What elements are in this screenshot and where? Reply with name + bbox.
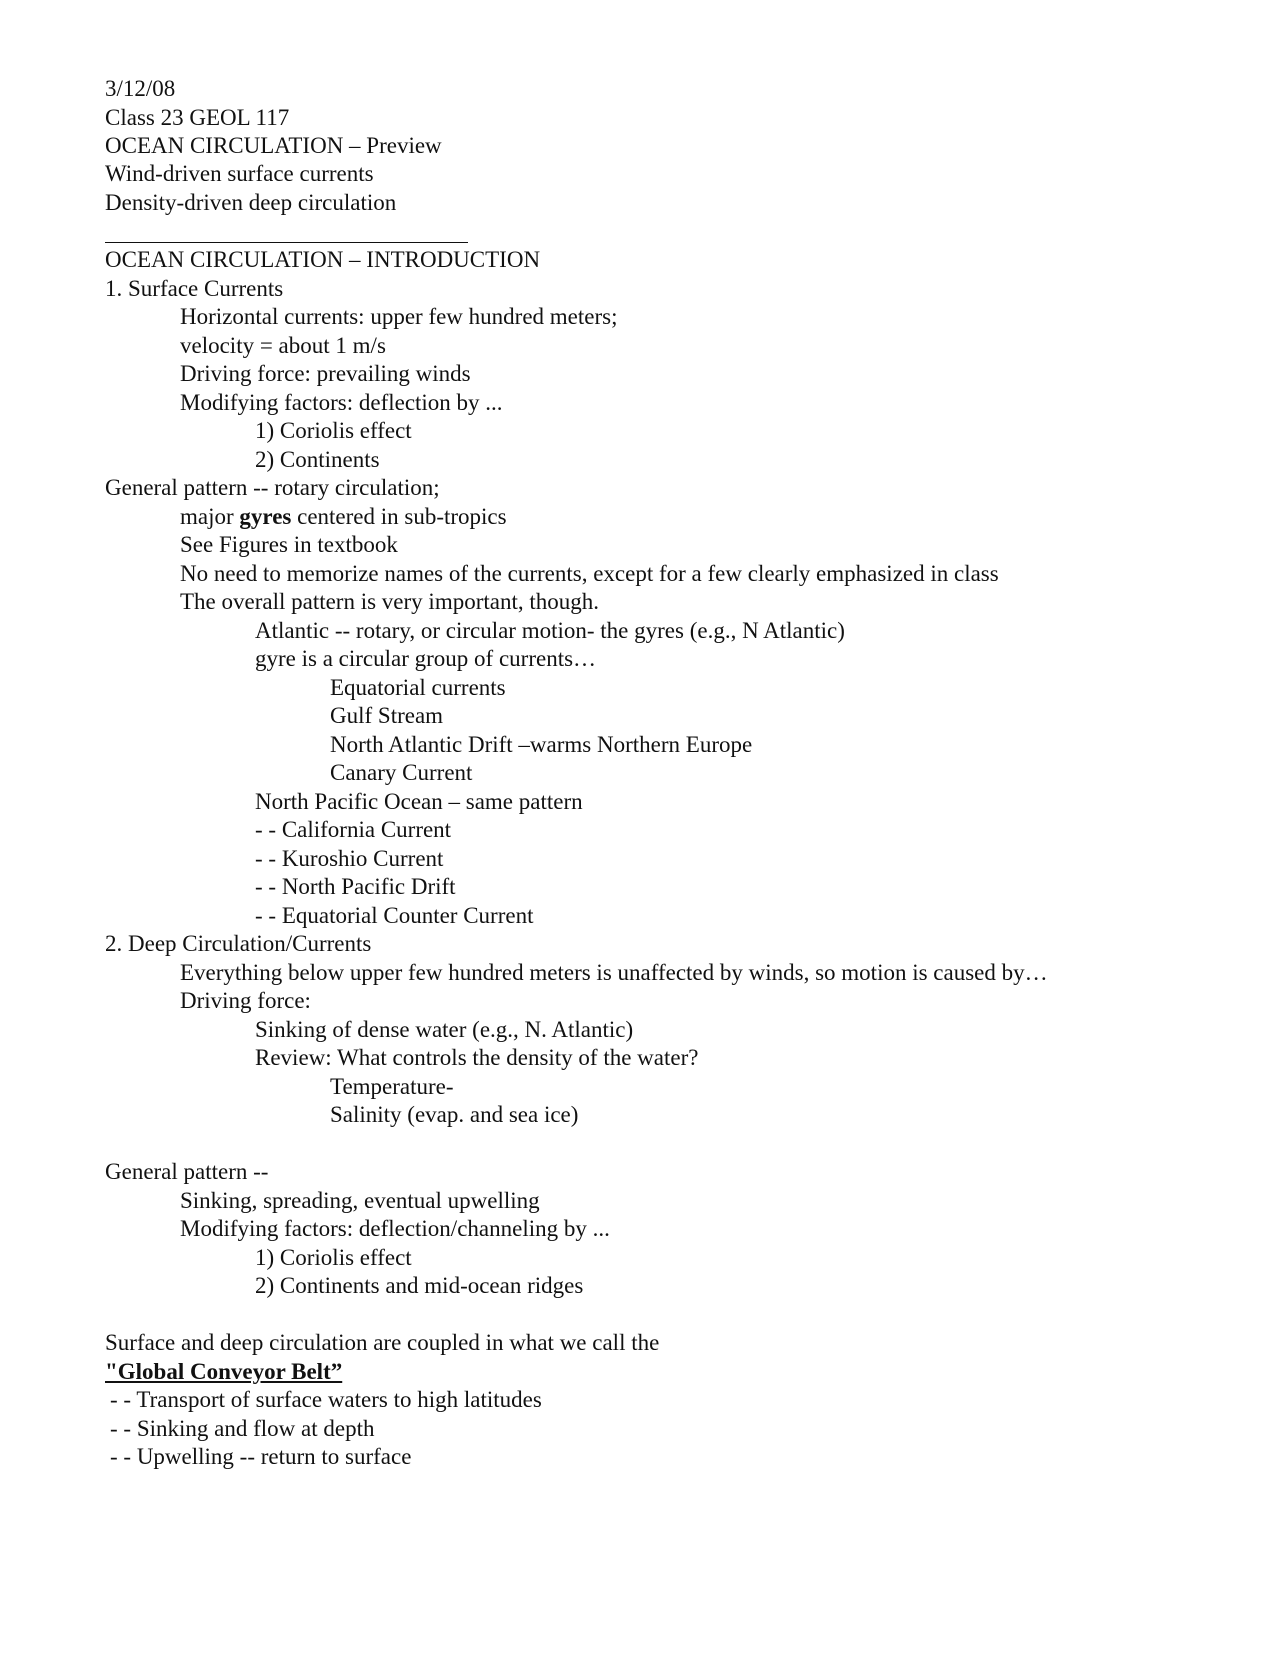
gyres-post: centered in sub-tropics bbox=[291, 504, 507, 529]
conveyor-item: - - Upwelling -- return to surface bbox=[110, 1444, 412, 1469]
conveyor-item: - - Transport of surface waters to high latitudes bbox=[110, 1387, 542, 1412]
surface-factor: 1) Coriolis effect bbox=[255, 418, 412, 443]
atlantic-line: Atlantic -- rotary, or circular motion- the gyres (e.g., N Atlantic) bbox=[255, 618, 845, 643]
surface-factor: 2) Continents bbox=[255, 447, 380, 472]
deep-force: Sinking of dense water (e.g., N. Atlantic) bbox=[255, 1017, 634, 1042]
conveyor-item: - - Sinking and flow at depth bbox=[110, 1416, 375, 1441]
deep-force: Review: What controls the density of the water? bbox=[255, 1045, 699, 1070]
deep-factor: 1) Coriolis effect bbox=[255, 1245, 412, 1270]
surface-item: Modifying factors: deflection by ... bbox=[180, 390, 503, 415]
atlantic-line: gyre is a circular group of currents… bbox=[255, 646, 597, 671]
conveyor-title bbox=[105, 1357, 342, 1386]
pacific-current: - - Kuroshio Current bbox=[255, 846, 444, 871]
gyres-line bbox=[180, 502, 507, 531]
deep-item: Driving force: bbox=[180, 988, 311, 1013]
atlantic-current: Equatorial currents bbox=[330, 675, 506, 700]
gyres-pre: major bbox=[180, 504, 240, 529]
intro-title: OCEAN CIRCULATION – INTRODUCTION bbox=[105, 247, 541, 272]
density-factor: Salinity (evap. and sea ice) bbox=[330, 1102, 579, 1127]
atlantic-current: Canary Current bbox=[330, 760, 473, 785]
course-title: Class 23 GEOL 117 bbox=[105, 105, 290, 130]
deep-factor: 2) Continents and mid-ocean ridges bbox=[255, 1273, 584, 1298]
deep-pattern-item: Sinking, spreading, eventual upwelling bbox=[180, 1188, 540, 1213]
surface-note: No need to memorize names of the currents, except for a few clearly emphasized in class bbox=[180, 561, 999, 586]
preview-item: Wind-driven surface currents bbox=[105, 161, 374, 186]
date: 3/12/08 bbox=[105, 76, 176, 101]
preview-item: Density-driven deep circulation bbox=[105, 190, 397, 215]
atlantic-current: Gulf Stream bbox=[330, 703, 444, 728]
pacific-current: - - California Current bbox=[255, 817, 452, 842]
deep-heading: 2. Deep Circulation/Currents bbox=[105, 931, 372, 956]
surface-note: See Figures in textbook bbox=[180, 532, 398, 557]
surface-pattern: General pattern -- rotary circulation; bbox=[105, 475, 440, 500]
conveyor-title-text: "Global Conveyor Belt” bbox=[105, 1359, 343, 1384]
surface-note: The overall pattern is very important, though. bbox=[180, 589, 599, 614]
conveyor-intro: Surface and deep circulation are coupled in what we call the bbox=[105, 1330, 660, 1355]
surface-item: Driving force: prevailing winds bbox=[180, 361, 471, 386]
pacific-line: North Pacific Ocean – same pattern bbox=[255, 789, 583, 814]
surface-heading: 1. Surface Currents bbox=[105, 276, 284, 301]
preview-title: OCEAN CIRCULATION – Preview bbox=[105, 133, 442, 158]
deep-pattern-item: Modifying factors: deflection/channeling by ... bbox=[180, 1216, 610, 1241]
deep-pattern: General pattern -- bbox=[105, 1159, 269, 1184]
pacific-current: - - North Pacific Drift bbox=[255, 874, 456, 899]
density-factor: Temperature- bbox=[330, 1074, 454, 1099]
atlantic-current: North Atlantic Drift –warms Northern Europe bbox=[330, 732, 753, 757]
deep-item: Everything below upper few hundred meters is unaffected by winds, so motion is caused by… bbox=[180, 960, 1048, 985]
gyres-term: gyres bbox=[239, 504, 292, 529]
divider-line bbox=[105, 242, 468, 243]
surface-item: velocity = about 1 m/s bbox=[180, 333, 386, 358]
pacific-current: - - Equatorial Counter Current bbox=[255, 903, 534, 928]
surface-item: Horizontal currents: upper few hundred meters; bbox=[180, 304, 618, 329]
